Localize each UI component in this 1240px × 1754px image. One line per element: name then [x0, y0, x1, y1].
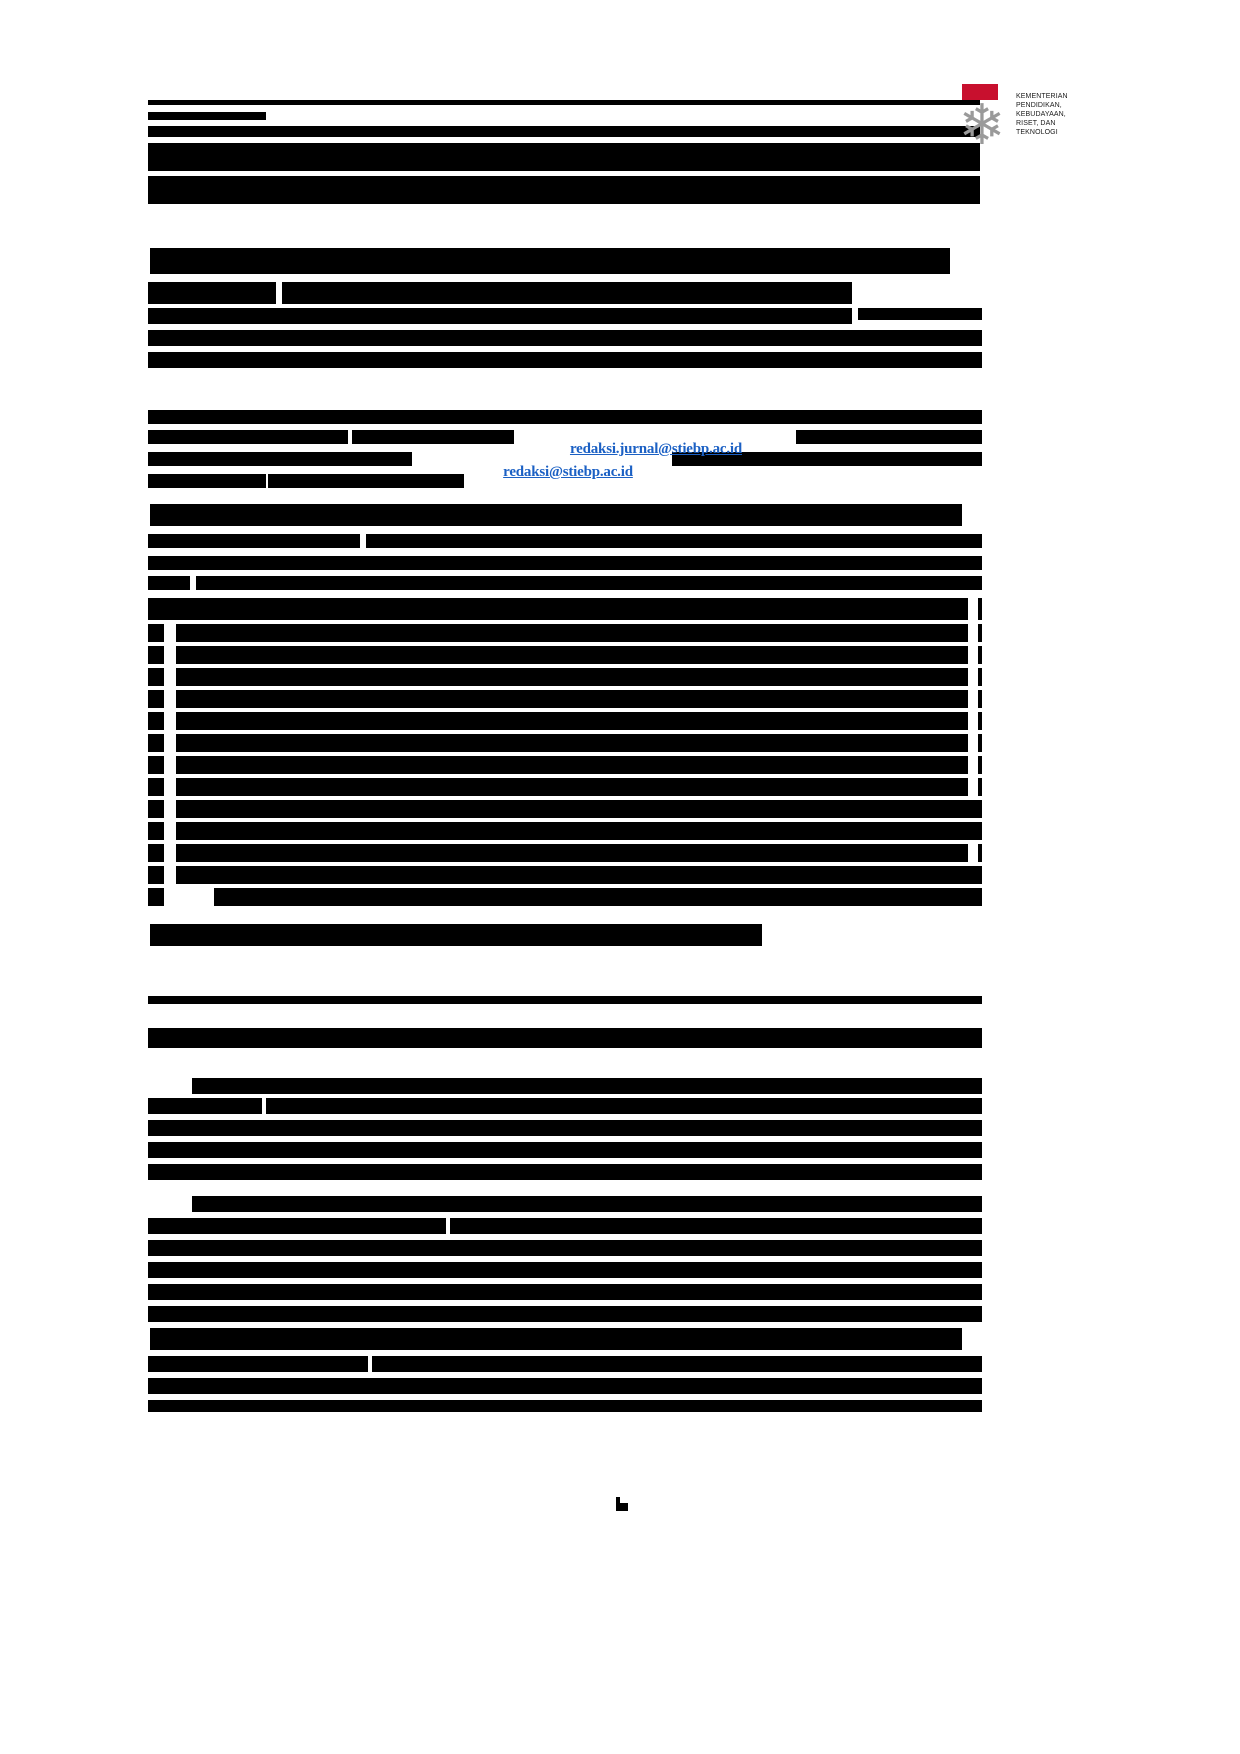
- page-number-mark: [616, 1497, 628, 1511]
- para-line-13: [150, 1328, 962, 1350]
- header-block-1: [148, 126, 980, 137]
- table-row-8b: [176, 756, 968, 774]
- para-line-2: [192, 1078, 982, 1094]
- para-line-7: [192, 1196, 982, 1212]
- para-line-12: [148, 1306, 982, 1322]
- table-row-6b: [176, 712, 968, 730]
- body-line-3: [148, 452, 412, 466]
- table-row-8c: [978, 756, 982, 774]
- logo-text-line-2: KEBUDAYAAN,: [1016, 111, 1066, 118]
- table-row-2c: [978, 624, 982, 642]
- table-row-2b: [176, 624, 968, 642]
- para-line-14: [148, 1356, 368, 1372]
- table-row-7c: [978, 734, 982, 752]
- para-line-3b: [266, 1098, 982, 1114]
- header-block-2: [148, 143, 980, 171]
- table-row-9b: [176, 778, 968, 796]
- title-line-2: [148, 282, 276, 304]
- body-line-2: [148, 430, 348, 444]
- table-row-12: [148, 844, 164, 862]
- email-link-primary[interactable]: redaksi.jurnal@stiebp.ac.id: [569, 441, 743, 457]
- title-line-2b: [282, 282, 852, 304]
- logo-text-line-4: TEKNOLOGI: [1016, 129, 1058, 136]
- table-row-6: [148, 712, 164, 730]
- table-row-12c: [978, 844, 982, 862]
- para-line-8: [148, 1218, 446, 1234]
- header-rule-1: [148, 100, 980, 105]
- sect-line-4: [148, 576, 190, 590]
- para-line-15: [148, 1378, 982, 1394]
- body-line-4b: [268, 474, 464, 488]
- table-row-3c: [978, 646, 982, 664]
- table-row-4b: [176, 668, 968, 686]
- header-block-3: [148, 176, 980, 204]
- body-line-1: [148, 410, 982, 424]
- title-line-3b: [858, 308, 982, 320]
- table-row-12b: [176, 844, 968, 862]
- closing-line-1: [150, 924, 762, 946]
- logo-text-line-1: PENDIDIKAN,: [1016, 102, 1062, 109]
- table-row-1: [148, 598, 968, 620]
- table-row-11b: [176, 822, 982, 840]
- body-line-2b: [352, 430, 514, 444]
- para-line-9: [148, 1240, 982, 1256]
- title-line-1: [150, 248, 950, 274]
- title-line-5: [148, 352, 982, 368]
- logo-text-block: [1016, 92, 1070, 137]
- emblem-star-icon: ❄: [958, 95, 1006, 157]
- body-line-4: [148, 474, 266, 488]
- table-row-7b: [176, 734, 968, 752]
- sect-line-4b: [196, 576, 982, 590]
- title-line-4: [148, 330, 982, 346]
- sect-line-2: [148, 534, 360, 548]
- para-line-8b: [450, 1218, 982, 1234]
- table-row-3: [148, 646, 164, 664]
- table-row-5: [148, 690, 164, 708]
- table-row-4: [148, 668, 164, 686]
- title-line-3: [148, 308, 852, 324]
- para-line-3: [148, 1098, 262, 1114]
- table-row-9: [148, 778, 164, 796]
- table-row-8: [148, 756, 164, 774]
- table-row-1b: [978, 598, 982, 620]
- email-link-secondary[interactable]: redaksi@stiebp.ac.id: [503, 464, 633, 480]
- table-row-14: [148, 888, 164, 906]
- table-row-5b: [176, 690, 968, 708]
- table-row-2: [148, 624, 164, 642]
- table-row-5c: [978, 690, 982, 708]
- para-line-11: [148, 1284, 982, 1300]
- logo-text-line-3: RISET, DAN: [1016, 120, 1056, 127]
- letterhead-logo: [952, 78, 1072, 164]
- table-row-14b: [214, 888, 982, 906]
- emblem-icon: [952, 84, 1012, 162]
- table-row-13: [148, 866, 164, 884]
- para-line-1: [148, 1028, 982, 1048]
- table-row-7: [148, 734, 164, 752]
- sect-line-2b: [366, 534, 982, 548]
- body-line-2c: [796, 430, 982, 444]
- sect-line-1: [150, 504, 962, 526]
- sect-line-3: [148, 556, 982, 570]
- table-row-4c: [978, 668, 982, 686]
- table-row-3b: [176, 646, 968, 664]
- para-line-4: [148, 1120, 982, 1136]
- para-line-16: [148, 1400, 982, 1412]
- para-line-6: [148, 1164, 982, 1180]
- table-row-13b: [176, 866, 982, 884]
- table-row-10: [148, 800, 164, 818]
- para-line-14b: [372, 1356, 982, 1372]
- para-line-5: [148, 1142, 982, 1158]
- table-row-6c: [978, 712, 982, 730]
- divider-rule: [148, 996, 982, 1004]
- table-row-11: [148, 822, 164, 840]
- table-row-9c: [978, 778, 982, 796]
- para-line-10: [148, 1262, 982, 1278]
- logo-text-line-0: KEMENTERIAN: [1016, 93, 1068, 100]
- header-rule-2: [148, 112, 266, 120]
- table-row-10b: [176, 800, 982, 818]
